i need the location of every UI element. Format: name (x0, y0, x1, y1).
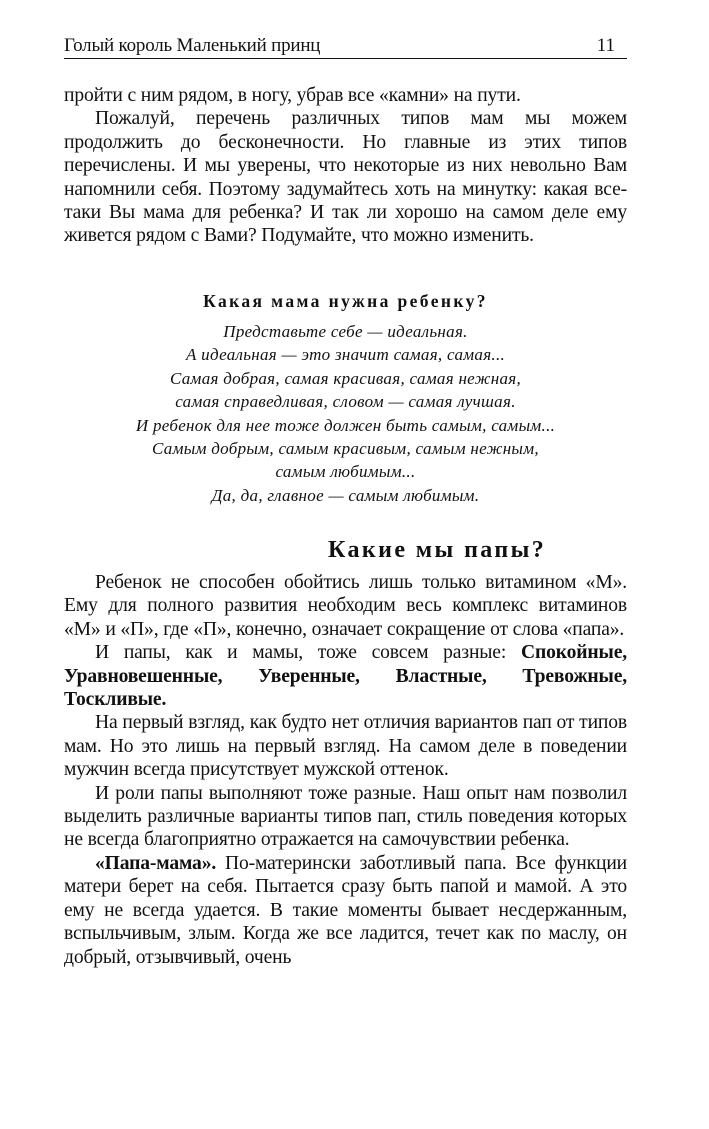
term-definition: По-матерински заботливый папа. Все функции матери берет на себя. Пытается сразу быть папой и мамой. А это ему не всегда удается. В такие моменты бывает несдержанным, вспыльчивым, злым. Когда же все ладится, течет как по маслу, он добрый, отзывчивый, очень (64, 852, 627, 968)
paragraph: Пожалуй, перечень различных типов мам мы можем продолжить до бесконечности. Но главные из этих типов перечислены. И мы уверены, что некоторые из них невольно Вам напомнили себя. Поэтому задумайтесь хоть на минутку: какая все-таки Вы мама для ребенка? И так ли хорошо на самом деле ему живется рядом с Вами? Подумайте, что можно изменить. (64, 108, 627, 247)
poem-line: А идеальная — это значит самая, самая... (185, 345, 506, 365)
poem-line: самым любимым... (275, 462, 416, 482)
paragraph (64, 852, 627, 969)
poem-line: Самым добрым, самым красивым, самым нежным, (152, 439, 539, 459)
section-heading: Какие мы папы? (328, 537, 547, 563)
intro-text (64, 84, 627, 248)
running-header-title: Голый король Маленький принц (64, 35, 321, 56)
poem (64, 320, 627, 507)
poem-title: Какая мама нужна ребенку? (203, 291, 488, 311)
poem-line: И ребенок для нее тоже должен быть самым, самым... (135, 415, 556, 435)
poem-line: Представьте себе — идеальная. (223, 322, 468, 341)
paragraph: Ребенок не способен обойтись лишь только витамином «М». Ему для полного развития необходим весь комплекс витаминов «М» и «П», где «П», конечно, означает сокращение от слова «папа». (64, 572, 627, 640)
running-header (64, 34, 627, 59)
father-types-list: Спокойные, Уравновешенные, Уверенные, Властные, Тревожные, Тоскливые. (64, 642, 627, 711)
section-text (64, 571, 627, 969)
poem-line: Самая добрая, самая красивая, самая нежная, (169, 368, 521, 388)
paragraph: пройти с ним рядом, в ногу, убрав все «камни» на пути. (64, 85, 521, 106)
page-number: 11 (596, 35, 615, 56)
poem-line: самая справедливая, словом — самая лучшая. (175, 392, 516, 412)
paragraph-lead: И папы, как и мамы, тоже совсем разные: (95, 642, 521, 664)
term-papa-mama: «Папа-мама». (95, 852, 217, 874)
paragraph: На первый взгляд, как будто нет отличия вариантов пап от типов мам. Но это лишь на первый взгляд. На самом деле в поведении мужчин всегда присутствует мужской оттенок. (64, 712, 627, 781)
paragraph: И роли папы выполняют тоже разные. Наш опыт нам позволил выделить различные варианты типов пап, стиль поведения которых не всегда благоприятно отражается на самочувствии ребенка. (64, 782, 627, 851)
paragraph (64, 641, 627, 711)
poem-line: Да, да, главное — самым любимым. (211, 485, 480, 505)
